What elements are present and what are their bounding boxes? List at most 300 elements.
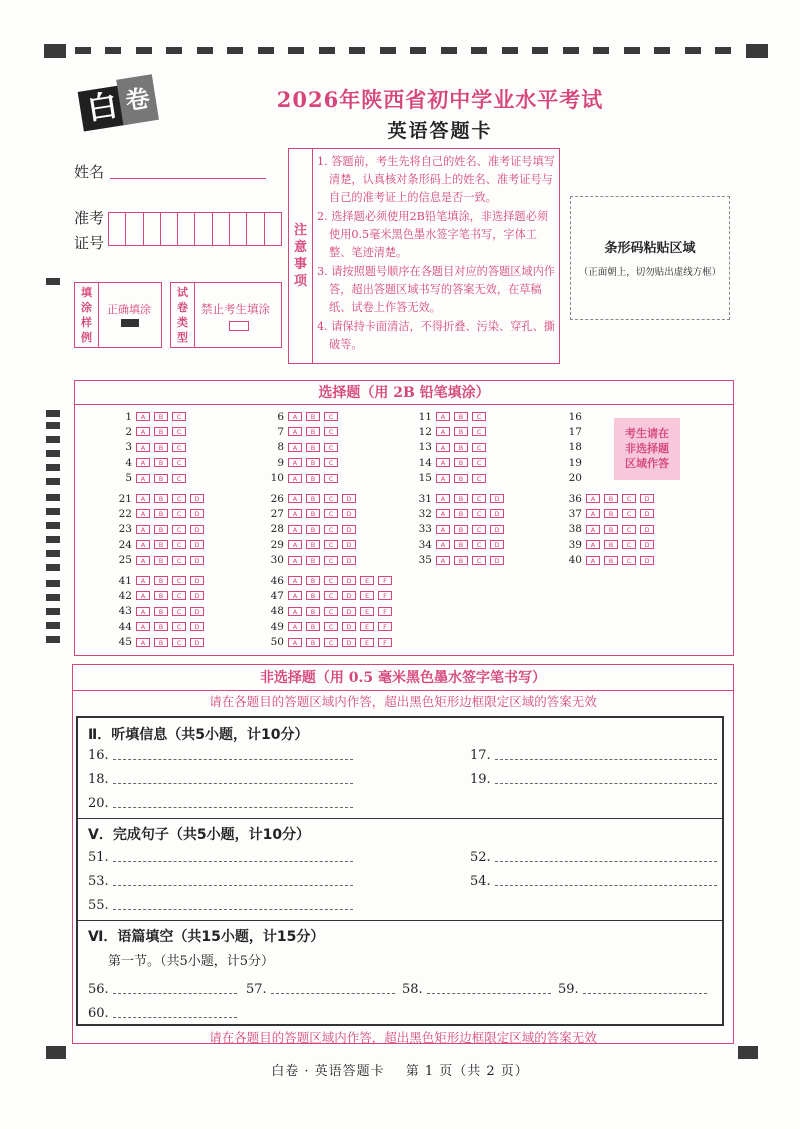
answer-bubble[interactable]: C [622,509,636,518]
answer-bubble[interactable]: F [378,591,392,600]
answer-bubble[interactable]: A [586,556,600,565]
answer-bubble[interactable]: D [342,591,356,600]
answer-bubble[interactable]: A [586,540,600,549]
answer-bubble[interactable]: D [342,622,356,631]
answer-line[interactable]: 56. [88,982,237,997]
answer-bubble[interactable]: D [190,607,204,616]
barcode-area [570,196,730,320]
answer-bubble[interactable]: A [288,638,302,647]
answer-line[interactable]: 51. [88,850,353,865]
answer-bubble[interactable]: B [154,458,168,467]
footer-page: 第 1 页（共 2 页） [405,1064,529,1079]
answer-bubble[interactable]: A [288,607,302,616]
answer-bubble[interactable]: B [454,525,468,534]
answer-bubble[interactable]: F [378,622,392,631]
answer-bubble[interactable]: A [436,494,450,503]
mc-question-row [262,425,342,438]
answer-bubble[interactable]: C [172,556,186,565]
answer-bubble[interactable]: C [472,556,486,565]
answer-bubble[interactable]: B [306,412,320,421]
mc-question-row [560,507,658,520]
answer-bubble[interactable]: D [190,525,204,534]
answer-bubble[interactable]: B [454,509,468,518]
answer-bubble[interactable]: B [306,576,320,585]
answer-bubble[interactable]: F [378,638,392,647]
answer-bubble[interactable]: D [342,556,356,565]
mc-question-row [410,425,490,438]
answer-bubble[interactable]: D [190,556,204,565]
mc-question-row [110,605,208,618]
mc-question-row [560,538,658,551]
timing-mark [593,47,609,54]
answer-bubble[interactable]: C [172,427,186,436]
type-label-char: 类 [177,316,188,329]
corner-mark [738,1046,758,1059]
paper-type-ban: 禁止考生填涂 [201,302,270,316]
answer-bubble[interactable]: B [604,540,618,549]
answer-bubble[interactable]: B [604,494,618,503]
mc-question-row [560,441,586,454]
fill-example-box [74,282,162,348]
answer-bubble[interactable]: A [436,474,450,483]
answer-line[interactable]: 17. [470,748,717,763]
answer-bubble[interactable]: A [288,494,302,503]
answer-bubble[interactable]: A [288,525,302,534]
badge-part1: 白 [78,85,128,131]
side-mark [46,278,60,285]
answer-line[interactable]: 60. [88,1006,237,1021]
answer-bubble[interactable]: C [324,540,338,549]
timing-mark [46,478,60,485]
answer-line[interactable]: 18. [88,772,353,787]
answer-bubble[interactable]: C [324,607,338,616]
footer-left: 白卷 · 英语答题卡 [271,1064,385,1079]
notes-heading-char: 事 [293,257,307,272]
answer-bubble[interactable]: B [454,540,468,549]
answer-line[interactable]: 54. [470,874,717,889]
answer-line[interactable]: 55. [88,898,353,913]
answer-bubble[interactable]: C [472,412,486,421]
question-number: 8 [277,441,284,454]
answer-bubble[interactable]: B [306,591,320,600]
answer-bubble[interactable]: C [172,509,186,518]
answer-bubble[interactable]: B [306,525,320,534]
answer-bubble[interactable]: D [190,576,204,585]
answer-bubble[interactable]: B [306,607,320,616]
answer-bubble[interactable]: A [136,494,150,503]
answer-line[interactable]: 16. [88,748,353,763]
answer-bubble[interactable]: A [586,509,600,518]
answer-bubble[interactable]: D [640,494,654,503]
timing-mark [715,47,731,54]
timing-mark [46,410,60,417]
answer-bubble[interactable]: E [360,607,374,616]
answer-bubble[interactable]: A [288,427,302,436]
answer-bubble[interactable]: B [306,443,320,452]
mc-question-row [110,538,208,551]
answer-line[interactable]: 58. [402,982,551,997]
answer-bubble[interactable]: A [288,458,302,467]
mc-question-row [410,554,508,567]
answer-bubble[interactable]: B [454,443,468,452]
barcode-title: 条形码粘贴区域 [604,241,696,256]
question-number: 44 [118,620,132,633]
answer-bubble[interactable]: C [472,509,486,518]
answer-bubble[interactable]: C [172,474,186,483]
question-number: 1 [125,410,132,423]
question-number: 41 [118,574,132,587]
answer-bubble[interactable]: B [306,556,320,565]
answer-bubble[interactable]: B [154,509,168,518]
mc-question-row [262,636,396,649]
timing-mark [46,522,60,529]
id-number-boxes[interactable] [108,212,282,246]
answer-bubble[interactable]: B [154,607,168,616]
answer-bubble[interactable]: C [172,638,186,647]
answer-bubble[interactable]: D [342,540,356,549]
mc-question-row [110,410,190,423]
question-number: 36 [568,492,582,505]
answer-bubble[interactable]: A [436,427,450,436]
answer-bubble[interactable]: B [154,540,168,549]
mc-question-row [560,492,658,505]
answer-bubble[interactable]: D [490,556,504,565]
answer-bubble[interactable]: A [136,427,150,436]
answer-bubble[interactable]: D [640,525,654,534]
question-number: 43 [118,605,132,618]
answer-bubble[interactable]: B [454,458,468,467]
mc-question-row [262,589,396,602]
fill-label-char: 涂 [81,301,92,314]
page-footer [0,1060,800,1079]
exam-title: 2026年陕西省初中学业水平考试 [276,87,604,112]
answer-bubble[interactable]: C [324,474,338,483]
mc-question-row [110,425,190,438]
question-number: 29 [270,538,284,551]
question-number: 11 [418,410,432,423]
answer-bubble[interactable]: C [172,458,186,467]
answer-bubble[interactable]: C [172,443,186,452]
answer-bubble[interactable]: D [640,540,654,549]
answer-line[interactable]: 53. [88,874,353,889]
mc-question-row [110,456,190,469]
answer-bubble[interactable]: B [454,412,468,421]
timing-mark [46,550,60,557]
answer-bubble[interactable]: D [640,556,654,565]
question-number: 30 [270,554,284,567]
answer-bubble[interactable]: B [306,494,320,503]
answer-bubble[interactable]: C [172,412,186,421]
answer-bubble[interactable]: B [604,525,618,534]
nmc-warning-top: 请在各题目的答题区域内作答，超出黑色矩形边框限定区域的答案无效 [209,694,597,709]
answer-bubble[interactable]: D [342,509,356,518]
mc-question-row [410,492,508,505]
answer-bubble[interactable]: B [604,556,618,565]
notes-heading-char: 注 [293,223,307,238]
question-number: 38 [568,523,582,536]
question-number: 5 [125,472,132,485]
mc-question-row [560,523,658,536]
name-field[interactable] [110,178,266,179]
mc-question-row [262,554,360,567]
answer-bubble[interactable]: E [360,622,374,631]
answer-bubble[interactable]: C [172,607,186,616]
answer-bubble[interactable]: C [472,443,486,452]
answer-bubble[interactable]: D [490,509,504,518]
question-number: 26 [270,492,284,505]
answer-bubble[interactable]: C [622,494,636,503]
answer-bubble[interactable]: D [342,494,356,503]
answer-bubble[interactable]: B [154,494,168,503]
section-title: Ⅱ．听填信息（共5小题，计10分） [88,727,309,743]
answer-bubble[interactable]: B [306,540,320,549]
mc-question-row [410,456,490,469]
mc-question-row [110,507,208,520]
answer-frame [76,716,724,1026]
timing-mark [44,44,66,58]
note-item: 1. 答题前，考生先将自己的姓名、准考证号填写清楚，认真核对条形码上的姓名、准考证号与自己的准考证上的信息是否一致。 [317,155,555,204]
timing-mark [46,594,60,601]
timing-mark [46,464,60,471]
filled-sample [121,319,139,327]
question-number: 15 [418,472,432,485]
answer-bubble[interactable]: B [454,427,468,436]
answer-bubble[interactable]: A [586,525,600,534]
answer-bubble[interactable]: B [306,427,320,436]
timing-mark [75,47,91,54]
note-item: 2. 选择题必须使用2B铅笔填涂，非选择题必须使用0.5毫米黑色墨水签字笔书写，字体工整、笔迹清楚。 [317,210,548,259]
answer-bubble[interactable]: B [306,509,320,518]
answer-bubble[interactable]: B [154,576,168,585]
answer-bubble[interactable]: B [154,427,168,436]
answer-bubble[interactable]: C [324,591,338,600]
paper-badge [76,73,157,136]
answer-bubble[interactable]: A [136,591,150,600]
answer-bubble[interactable]: C [472,494,486,503]
question-number: 39 [568,538,582,551]
answer-bubble[interactable]: C [172,494,186,503]
mc-question-row [560,554,658,567]
answer-bubble[interactable]: A [136,576,150,585]
mc-question-row [410,472,490,485]
timing-mark [166,47,182,54]
answer-bubble[interactable]: C [472,525,486,534]
answer-bubble[interactable]: C [172,525,186,534]
barcode-subtitle: （正面朝上，切勿贴出虚线方框） [578,267,722,278]
question-number: 9 [277,456,284,469]
answer-bubble[interactable]: C [472,427,486,436]
answer-bubble[interactable]: A [436,509,450,518]
answer-bubble[interactable]: B [154,412,168,421]
answer-bubble[interactable]: B [154,622,168,631]
timing-mark [654,47,670,54]
answer-bubble[interactable]: D [190,540,204,549]
answer-bubble[interactable]: A [136,412,150,421]
answer-bubble[interactable]: B [154,556,168,565]
answer-bubble[interactable]: C [324,458,338,467]
answer-bubble[interactable]: D [490,525,504,534]
answer-bubble[interactable]: B [154,525,168,534]
badge-part2: 卷 [116,74,159,125]
answer-bubble[interactable]: B [306,474,320,483]
answer-line[interactable]: 20. [88,796,353,811]
mc-title: 选择题（用 2B 铅笔填涂） [75,381,733,405]
answer-bubble[interactable]: D [190,509,204,518]
answer-bubble[interactable]: C [324,427,338,436]
answer-bubble[interactable]: D [342,525,356,534]
answer-bubble[interactable]: D [490,494,504,503]
answer-bubble[interactable]: C [472,540,486,549]
notes-list [317,153,555,355]
answer-bubble[interactable]: A [136,556,150,565]
answer-bubble[interactable]: A [136,638,150,647]
answer-bubble[interactable]: C [324,525,338,534]
answer-bubble[interactable]: A [586,494,600,503]
answer-bubble[interactable]: C [324,556,338,565]
answer-line[interactable]: 52. [470,850,717,865]
timing-mark [532,47,548,54]
answer-bubble[interactable]: A [288,412,302,421]
answer-bubble[interactable]: A [288,474,302,483]
timing-mark [349,47,365,54]
answer-bubble[interactable]: B [154,638,168,647]
answer-bubble[interactable]: D [190,622,204,631]
answer-bubble[interactable]: A [436,540,450,549]
mc-question-row [110,574,208,587]
mc-question-row [262,523,360,536]
card-title: 英语答题卡 [387,120,493,142]
answer-bubble[interactable]: C [472,474,486,483]
answer-bubble[interactable]: C [172,540,186,549]
timing-mark [46,580,60,587]
answer-bubble[interactable]: A [436,412,450,421]
answer-bubble[interactable]: E [360,576,374,585]
answer-bubble[interactable]: A [136,509,150,518]
answer-bubble[interactable]: A [136,474,150,483]
answer-bubble[interactable]: A [288,591,302,600]
type-label-char: 卷 [177,301,188,314]
answer-bubble[interactable]: A [136,443,150,452]
answer-bubble[interactable]: A [136,458,150,467]
answer-bubble[interactable]: A [288,576,302,585]
answer-bubble[interactable]: B [604,509,618,518]
question-number: 7 [277,425,284,438]
answer-bubble[interactable]: D [342,576,356,585]
answer-bubble[interactable]: A [136,607,150,616]
timing-mark [46,494,60,501]
answer-bubble[interactable]: A [436,525,450,534]
answer-bubble[interactable]: A [436,458,450,467]
answer-bubble[interactable]: C [324,412,338,421]
answer-line[interactable]: 19. [470,772,717,787]
answer-bubble[interactable]: C [472,458,486,467]
question-number: 50 [270,636,284,649]
question-number: 12 [418,425,432,438]
answer-bubble[interactable]: F [378,576,392,585]
answer-bubble[interactable]: B [154,474,168,483]
question-number: 23 [118,523,132,536]
notes-heading-char: 意 [293,240,307,255]
answer-bubble[interactable]: D [190,591,204,600]
timing-mark [46,536,60,543]
question-number: 13 [418,441,432,454]
answer-bubble[interactable]: C [172,622,186,631]
answer-bubble[interactable]: A [436,443,450,452]
answer-bubble[interactable]: A [288,540,302,549]
answer-bubble[interactable]: C [324,622,338,631]
mc-question-row [110,472,190,485]
answer-bubble[interactable]: A [136,540,150,549]
answer-bubble[interactable]: B [306,458,320,467]
timing-mark [46,622,60,629]
answer-bubble[interactable]: A [288,509,302,518]
question-number: 40 [568,554,582,567]
answer-bubble[interactable]: D [640,509,654,518]
section-divider [78,920,722,921]
answer-line[interactable]: 57. [246,982,395,997]
timing-mark [105,47,121,54]
notes-heading-char: 项 [293,274,307,289]
answer-bubble[interactable]: B [154,591,168,600]
answer-bubble[interactable]: A [288,556,302,565]
answer-bubble[interactable]: A [288,443,302,452]
answer-bubble[interactable]: A [288,622,302,631]
answer-bubble[interactable]: C [172,576,186,585]
mc-question-row [262,507,360,520]
mc-question-row [410,410,490,423]
answer-bubble[interactable]: D [490,540,504,549]
answer-bubble[interactable]: C [324,576,338,585]
timing-mark [46,508,60,515]
answer-bubble[interactable]: B [454,556,468,565]
mc-question-row [110,554,208,567]
answer-bubble[interactable]: D [342,607,356,616]
answer-bubble[interactable]: A [136,622,150,631]
answer-bubble[interactable]: E [360,591,374,600]
answer-bubble[interactable]: C [324,638,338,647]
answer-bubble[interactable]: C [622,525,636,534]
id-label: 准考证号 [74,209,105,252]
answer-bubble[interactable]: D [342,638,356,647]
answer-bubble[interactable]: F [378,607,392,616]
answer-bubble[interactable]: D [190,638,204,647]
answer-bubble[interactable]: C [324,494,338,503]
answer-bubble[interactable]: C [324,509,338,518]
answer-line[interactable]: 59. [558,982,707,997]
question-number: 21 [118,492,132,505]
question-number: 34 [418,538,432,551]
answer-bubble[interactable]: B [454,494,468,503]
nonmc-note-line: 非选择题 [625,442,669,455]
timing-mark [46,450,60,457]
answer-bubble[interactable]: C [622,540,636,549]
answer-bubble[interactable]: B [306,638,320,647]
answer-bubble[interactable]: C [172,591,186,600]
timing-mark [685,47,701,54]
mc-question-row [262,441,342,454]
answer-bubble[interactable]: B [454,474,468,483]
answer-bubble[interactable]: A [436,556,450,565]
question-number: 46 [270,574,284,587]
answer-bubble[interactable]: C [622,556,636,565]
answer-bubble[interactable]: A [136,525,150,534]
paper-type-box [170,282,282,348]
answer-bubble[interactable]: B [306,622,320,631]
answer-bubble[interactable]: C [324,443,338,452]
answer-bubble[interactable]: E [360,638,374,647]
answer-bubble[interactable]: D [190,494,204,503]
answer-bubble[interactable]: B [154,443,168,452]
